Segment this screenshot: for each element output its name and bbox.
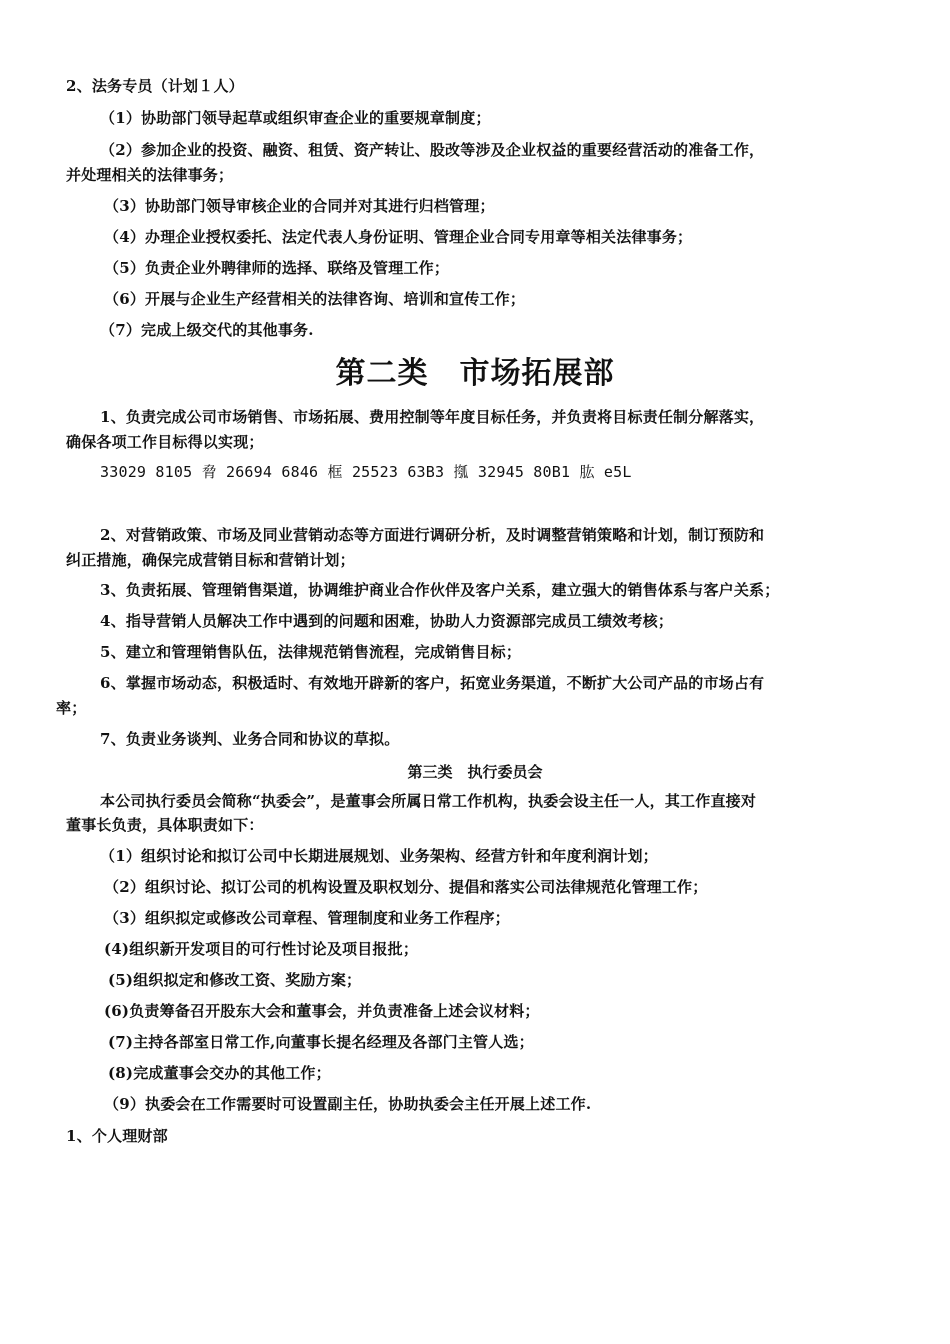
list-item: （1）协助部门领导起草或组织审查企业的重要规章制度； (100, 109, 491, 127)
paragraph-line: 4、指导营销人员解决工作中遇到的问题和困难，协助人力资源部完成员工绩效考核； (100, 612, 674, 630)
paragraph-line: 5、建立和管理销售队伍，法律规范销售流程，完成销售目标； (100, 643, 522, 661)
section-title-market: 第二类 市场拓展部 (335, 356, 615, 391)
list-item: (4)组织新开发项目的可行性讨论及项目报批； (104, 940, 419, 958)
section-title-executive: 第三类 执行委员会 (407, 763, 543, 781)
list-item: （7）完成上级交代的其他事务. (100, 321, 314, 339)
list-item: （1）组织讨论和拟订公司中长期进展规划、业务架构、经营方针和年度利润计划； (100, 847, 658, 865)
list-item: （3）协助部门领导审核企业的合同并对其进行归档管理； (104, 197, 495, 215)
paragraph-line: 6、掌握市场动态，积极适时、有效地开辟新的客户，拓宽业务渠道，不断扩大公司产品的市场占有 (100, 674, 765, 692)
list-item: （2）参加企业的投资、融资、租赁、资产转让、股改等涉及企业权益的重要经营活动的准备工作， (100, 141, 765, 159)
paragraph-line: 董事长负责，具体职责如下： (66, 816, 264, 834)
list-item: （2）组织讨论、拟订公司的机构设置及职权划分、提倡和落实公司法律规范化管理工作； (104, 878, 708, 896)
list-item: （9）执委会在工作需要时可设置副主任，协助执委会主任开展上述工作. (104, 1095, 592, 1113)
list-item: (8)完成董事会交办的其他工作； (108, 1064, 331, 1082)
paragraph-line: 2、对营销政策、市场及同业营销动态等方面进行调研分析，及时调整营销策略和计划，制订预防和 (100, 526, 765, 544)
section-heading-finance: 1、个人理财部 (66, 1127, 168, 1145)
garbled-code-line: 33029 8105 脅 26694 6846 框 25523 63B3 摦 32945 80B1 肱 e5L (100, 463, 632, 481)
section-heading-legal: 2、法务专员（计划１人） (66, 77, 244, 95)
list-item: （4）办理企业授权委托、法定代表人身份证明、管理企业合同专用章等相关法律事务； (104, 228, 693, 246)
paragraph-line: 3、负责拓展、管理销售渠道，协调维护商业合作伙伴及客户关系，建立强大的销售体系与客户关系； (100, 581, 780, 599)
paragraph-line: 率； (56, 699, 87, 717)
paragraph-line: 7、负责业务谈判、业务合同和协议的草拟。 (100, 730, 400, 748)
paragraph-line: 确保各项工作目标得以实现； (66, 433, 264, 451)
paragraph-line: 1、负责完成公司市场销售、市场拓展、费用控制等年度目标任务，并负责将目标责任制分解落实， (100, 408, 765, 426)
paragraph-line: 纠正措施，确保完成营销目标和营销计划； (66, 551, 355, 569)
list-item: （6）开展与企业生产经营相关的法律咨询、培训和宣传工作； (104, 290, 526, 308)
list-item-continuation: 并处理相关的法律事务； (66, 166, 234, 184)
list-item: （3）组织拟定或修改公司章程、管理制度和业务工作程序； (104, 909, 510, 927)
paragraph-line: 本公司执行委员会简称“执委会”，是董事会所属日常工作机构，执委会设主任一人，其工作直接对 (100, 792, 757, 810)
list-item: (6)负责筹备召开股东大会和董事会，并负责准备上述会议材料； (104, 1002, 540, 1020)
list-item: (7)主持各部室日常工作,向董事长提名经理及各部门主管人选； (108, 1033, 534, 1051)
list-item: (5)组织拟定和修改工资、奖励方案； (108, 971, 362, 989)
list-item: （5）负责企业外聘律师的选择、联络及管理工作； (104, 259, 450, 277)
